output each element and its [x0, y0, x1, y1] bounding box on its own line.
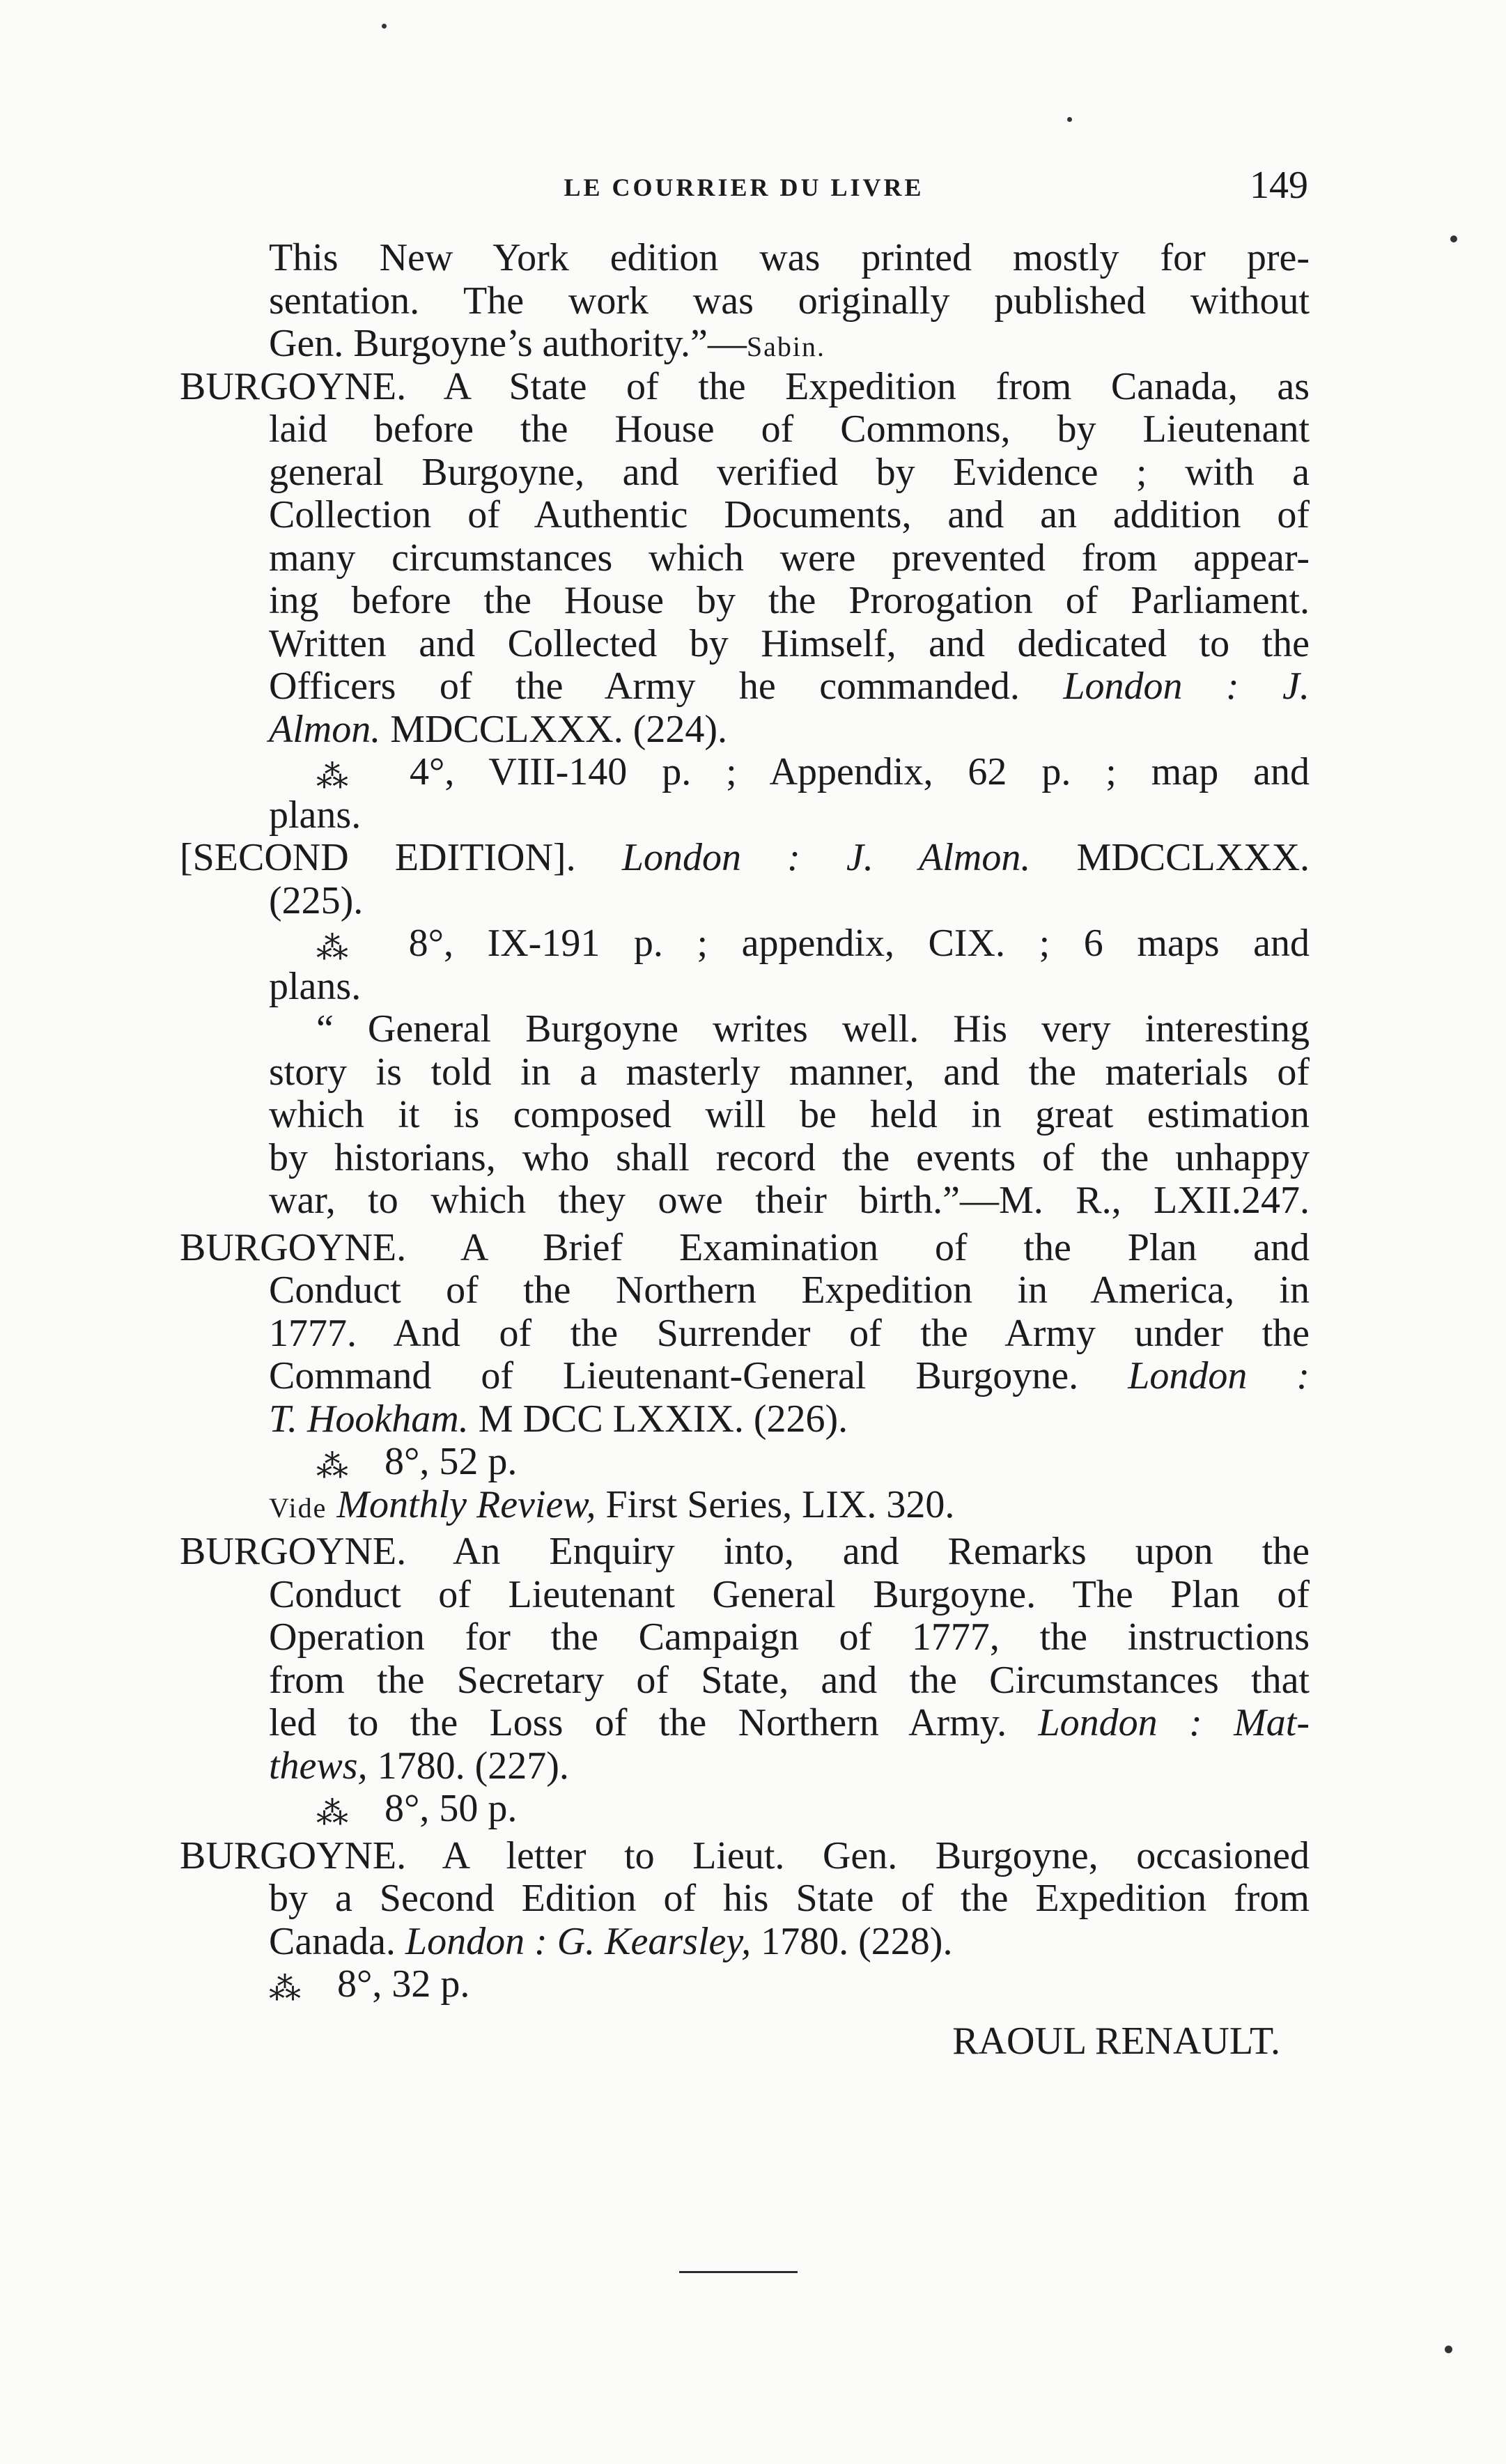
text-line [180, 1921, 1310, 1964]
format-line [180, 1788, 1310, 1831]
print-speck [1445, 2346, 1452, 2353]
text-span: First Series, LIX. 320. [596, 1482, 955, 1526]
text-span [327, 1483, 336, 1526]
text-line: (225). [269, 878, 364, 922]
text-span: MDCCLXXX. (224). [380, 707, 727, 751]
print-speck [382, 24, 387, 29]
text-line: general Burgoyne, and verified by Evidence ; with a [269, 450, 1310, 494]
asterism-icon: ⁂ [316, 1795, 348, 1831]
text-line: many circumstances which were prevented from appear- [269, 536, 1310, 580]
text-span: Command of Lieutenant-General Burgoyne. [269, 1354, 1128, 1397]
print-speck [1067, 117, 1072, 122]
imprint: T. Hookham. [269, 1397, 469, 1441]
quote-line: war, to which they owe their birth.”—M. R., LXII.247. [269, 1179, 1310, 1222]
format-line [180, 1441, 1310, 1484]
text-line: from the Secretary of State, and the Circumstances that [269, 1658, 1310, 1702]
bibliography-entry [180, 1531, 1310, 1831]
source-citation: Sabin. [746, 331, 826, 362]
page-header [180, 160, 1308, 209]
text-span: 8°, 32 p. [327, 1962, 470, 2006]
text-span: [SECOND EDITION]. [180, 836, 622, 879]
text-line: Conduct of Lieutenant General Burgoyne. The Plan of [269, 1572, 1310, 1616]
imprint: Almon. [269, 707, 381, 751]
text-line [180, 1355, 1310, 1398]
format-line [180, 922, 1310, 966]
text-span: Officers of the Army he commanded. [269, 665, 1064, 708]
text-line: Collection of Authentic Documents, and an addition of [269, 493, 1310, 536]
asterism-icon: ⁂ [269, 1971, 301, 2006]
text-line [180, 1398, 1310, 1441]
text-span: M DCC LXXIX. (226). [468, 1397, 848, 1441]
text-span: 8°, 50 p. [375, 1787, 518, 1830]
text-line: sentation. The work was originally published without [269, 279, 1310, 323]
imprint: London : G. Kearsley, [405, 1919, 752, 1963]
text-span: Canada. [269, 1919, 405, 1963]
imprint: thews, [269, 1744, 368, 1788]
bibliography-entry [180, 1835, 1310, 2006]
entry-heading-line: BURGOYNE. A letter to Lieut. Gen. Burgoyne, occasioned [180, 1834, 1310, 1877]
print-speck [1450, 235, 1457, 242]
text-span: Gen. Burgoyne’s authority.”— [269, 322, 747, 365]
quote-line: story is told in a masterly manner, and the materials of [269, 1050, 1310, 1094]
bibliography-entry [180, 837, 1310, 1223]
text-line: ing before the House by the Prorogation of Parliament. [269, 579, 1310, 622]
text-line: plans. [269, 964, 362, 1008]
imprint: London : Mat- [1038, 1701, 1310, 1744]
quote-line: “ General Burgoyne writes well. His very interesting [316, 1007, 1310, 1051]
asterism-icon: ⁂ [316, 759, 348, 794]
bibliography-entry [180, 1227, 1310, 1527]
page-body [180, 237, 1310, 2063]
format-line [180, 751, 1310, 794]
text-line: 1777. And of the Surrender of the Army under the [269, 1311, 1310, 1355]
text-line [180, 1745, 1310, 1788]
text-span: 1780. (228). [751, 1919, 953, 1963]
text-span: 8°, 52 p. [375, 1440, 518, 1483]
text-span: 8°, IX-191 p. ; appendix, CIX. ; 6 maps and [375, 922, 1310, 965]
entry-heading-line: BURGOYNE. A State of the Expedition from Canada, as [180, 364, 1310, 408]
imprint: London : [1128, 1354, 1310, 1397]
quote-line: by historians, who shall record the events of the unhappy [269, 1136, 1310, 1179]
text-line: by a Second Edition of his State of the Expedition from [269, 1877, 1310, 1920]
text-line: Conduct of the Northern Expedition in America, in [269, 1269, 1310, 1312]
text-span: 1780. (227). [367, 1744, 569, 1788]
text-span: led to the Loss of the Northern Army. [269, 1701, 1039, 1744]
text-span: 4°, VIII-140 p. ; Appendix, 62 p. ; map and [375, 750, 1310, 793]
bibliography-entry [180, 366, 1310, 837]
text-line: This New York edition was printed mostly for pre- [269, 236, 1310, 279]
entry-heading-line: BURGOYNE. An Enquiry into, and Remarks upon the [180, 1530, 1310, 1573]
quote-line: which it is composed will be held in great estimation [269, 1093, 1310, 1136]
imprint: London : J. Almon. [621, 836, 1031, 879]
page-number: 149 [1250, 164, 1308, 207]
imprint: London : J. [1063, 665, 1310, 708]
author-signature: RAOUL RENAULT. [952, 2019, 1280, 2063]
closing-rule [679, 2271, 798, 2273]
running-title: LE COURRIER DU LIVRE [564, 173, 924, 201]
asterism-icon: ⁂ [316, 1448, 348, 1484]
journal-title: Monthly Review, [336, 1482, 596, 1526]
text-line [180, 708, 1310, 752]
entry-heading-line: BURGOYNE. A Brief Examination of the Plan and [180, 1225, 1310, 1269]
entry-heading-line [180, 837, 1310, 880]
text-span: MDCCLXXX. [1030, 836, 1310, 879]
text-line: Written and Collected by Himself, and dedicated to the [269, 621, 1310, 665]
entry-continuation [180, 237, 1310, 366]
text-line: Operation for the Campaign of 1777, the instructions [269, 1615, 1310, 1659]
reference-line [180, 1484, 1310, 1527]
text-line [180, 665, 1310, 708]
asterism-icon: ⁂ [316, 930, 348, 966]
vide-label: Vide [269, 1491, 327, 1524]
text-line [180, 323, 1310, 366]
format-line [180, 1963, 1310, 2006]
text-line [180, 1702, 1310, 1745]
text-line: laid before the House of Commons, by Lieutenant [269, 408, 1310, 451]
text-line: plans. [269, 793, 362, 837]
